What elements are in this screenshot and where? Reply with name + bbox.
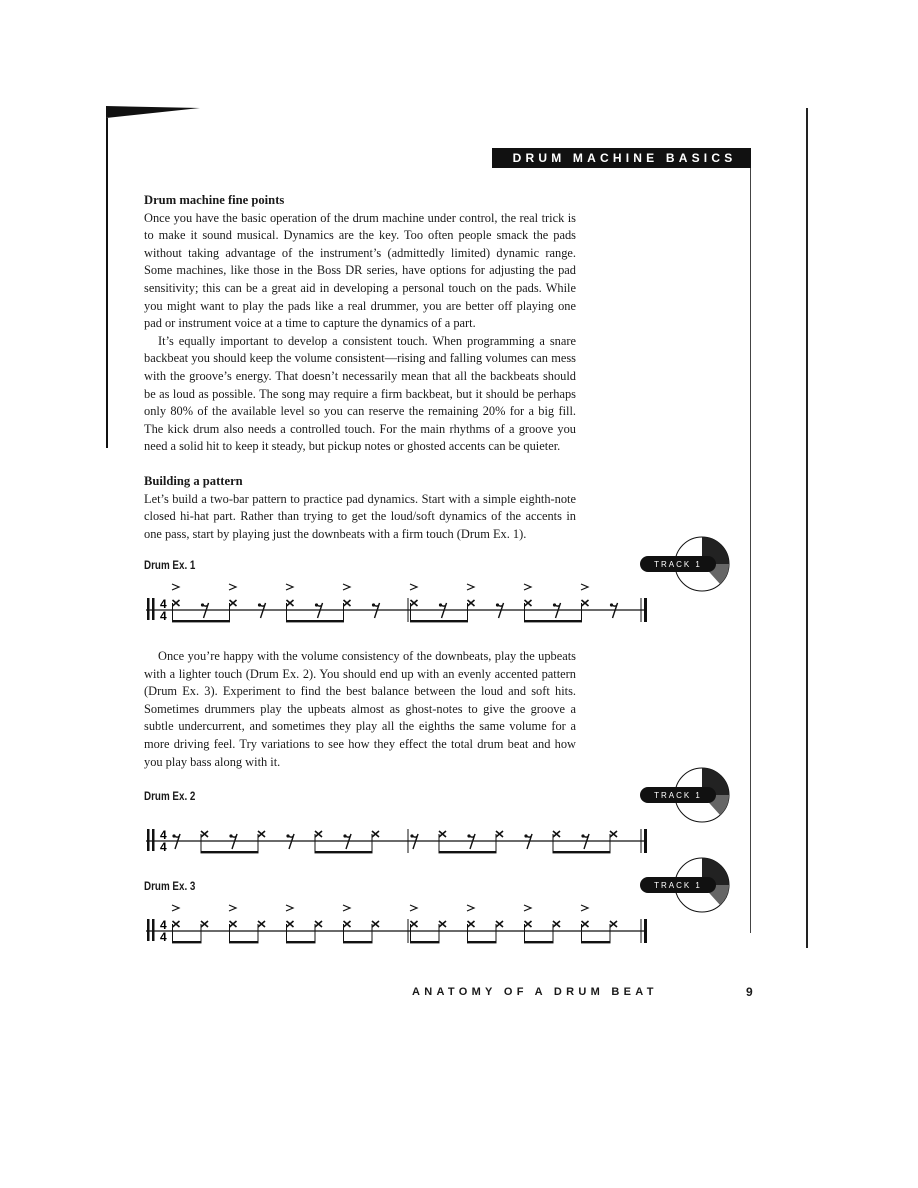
rest-dot xyxy=(410,834,413,837)
accent-mark xyxy=(524,905,531,911)
drum-notation-ex2 xyxy=(144,805,656,869)
rest-dot xyxy=(172,834,175,837)
x-notehead xyxy=(411,921,418,927)
x-notehead xyxy=(258,831,265,837)
x-notehead xyxy=(315,831,322,837)
time-signature-top: 4 xyxy=(160,918,167,932)
section-building-pattern xyxy=(144,473,576,543)
beam xyxy=(286,620,344,622)
body-paragraph: Once you have the basic operation of the drum machine under control, the real trick is to make it sound musical. Dynamics are the key. Too often people smack the pads without taking advantage of the instrument’s (admittedly limited) dynamic range. Some machines, like those in the Boss DR series, have options for adjusting the pad sensitivity; this can be a great aid in developing a personal touch on the pads. While you might want to play the pads like a real drummer, you are better off playing one pad or instrument voice at a time to capture the dynamics of a part. xyxy=(144,210,576,331)
clef-bar xyxy=(152,829,155,851)
accent-mark xyxy=(343,905,350,911)
beam xyxy=(410,941,440,943)
time-signature-top: 4 xyxy=(160,828,167,842)
drum-notation-ex1 xyxy=(144,574,656,638)
rest-dot xyxy=(553,603,556,606)
clef-bar xyxy=(147,829,150,851)
final-barline xyxy=(644,919,647,943)
accent-mark xyxy=(581,905,588,911)
x-notehead xyxy=(439,921,446,927)
x-notehead xyxy=(315,921,322,927)
x-notehead xyxy=(496,921,503,927)
accent-mark xyxy=(172,905,179,911)
time-signature-bottom: 4 xyxy=(160,840,167,854)
x-notehead xyxy=(496,831,503,837)
rest-dot xyxy=(229,834,232,837)
accent-mark xyxy=(524,584,531,590)
body-paragraph: It’s equally important to develop a consistent touch. When programming a snare backbeat you should keep the volume consistent—rising and falling volumes can mess with the groove’s energy. That doesn’t necessarily mean that all the backbeats should be as loud as possible. The song may require a firm backbeat, but it should be perhaps only 80% of the available level so you can reserve the remaining 20% for a big fill. The kick drum also needs a controlled touch. For the main rhythms of a groove you need a solid hit to keep it steady, but pickup notes or ghosted accents can be quieter. xyxy=(144,333,576,454)
x-notehead xyxy=(411,600,418,606)
x-notehead xyxy=(258,921,265,927)
section-upbeats xyxy=(144,648,576,771)
beam xyxy=(286,941,316,943)
x-notehead xyxy=(582,921,589,927)
running-header: DRUM MACHINE BASICS xyxy=(492,148,751,168)
final-barline xyxy=(644,829,647,853)
x-notehead xyxy=(230,921,237,927)
beam xyxy=(439,851,497,853)
x-notehead xyxy=(468,600,475,606)
example-label: Drum Ex. 1 xyxy=(144,558,196,572)
body-paragraph: Once you’re happy with the volume consistency of the downbeats, play the upbeats with a lighter touch (Drum Ex. 2). You should end up with an evenly accented pattern (Drum Ex. 3). Experiment to find the best balance between the loud and soft hits. Sometimes drummers play the upbeats almost as ghost-notes to give the groove a subtle undercurrent, and sometimes they play all the eighths the same volume for a more driving feel. Try variations to see how they effect the total drum beat and how you play bass along with it. xyxy=(144,649,576,769)
x-notehead xyxy=(173,921,180,927)
clef-bar xyxy=(152,919,155,941)
x-notehead xyxy=(344,600,351,606)
time-signature-top: 4 xyxy=(160,597,167,611)
accent-mark xyxy=(229,584,236,590)
x-notehead xyxy=(553,921,560,927)
x-notehead xyxy=(230,600,237,606)
accent-mark xyxy=(581,584,588,590)
beam xyxy=(172,620,230,622)
clef-bar xyxy=(147,919,150,941)
track-badge xyxy=(640,536,730,592)
beam xyxy=(315,851,373,853)
x-notehead xyxy=(201,831,208,837)
track-badge xyxy=(640,767,730,823)
rest-dot xyxy=(610,603,613,606)
left-margin-rule xyxy=(106,118,108,448)
rest-dot xyxy=(524,834,527,837)
clef-bar xyxy=(147,598,150,620)
track-label: TRACK 1 xyxy=(640,877,716,893)
x-notehead xyxy=(468,921,475,927)
x-notehead xyxy=(201,921,208,927)
x-notehead xyxy=(610,921,617,927)
track-label: TRACK 1 xyxy=(640,787,716,803)
page-number: 9 xyxy=(746,985,753,999)
rest-dot xyxy=(315,603,318,606)
section-fine-points xyxy=(144,192,576,456)
accent-mark xyxy=(410,584,417,590)
clef-bar xyxy=(152,598,155,620)
x-notehead xyxy=(372,921,379,927)
example-label: Drum Ex. 2 xyxy=(144,789,196,803)
x-notehead xyxy=(553,831,560,837)
corner-wedge-mark xyxy=(106,104,202,124)
x-notehead xyxy=(344,921,351,927)
rest-dot xyxy=(201,603,204,606)
x-notehead xyxy=(525,921,532,927)
beam xyxy=(467,941,497,943)
accent-mark xyxy=(467,584,474,590)
x-notehead xyxy=(610,831,617,837)
beam xyxy=(524,620,582,622)
beam xyxy=(524,941,554,943)
beam xyxy=(201,851,259,853)
section-heading: Drum machine fine points xyxy=(144,193,285,207)
beam xyxy=(343,941,373,943)
column-rule xyxy=(750,168,751,933)
body-paragraph: Let’s build a two-bar pattern to practice pad dynamics. Start with a simple eighth-note closed hi-hat part. Rather than trying to get the loud/soft dynamics of the accents in one pass, start by playing just the downbeats with a firm touch (Drum Ex. 1). xyxy=(144,491,576,541)
x-notehead xyxy=(372,831,379,837)
beam xyxy=(581,941,611,943)
time-signature-bottom: 4 xyxy=(160,609,167,623)
time-signature-bottom: 4 xyxy=(160,930,167,944)
x-notehead xyxy=(287,921,294,927)
accent-mark xyxy=(229,905,236,911)
rest-dot xyxy=(372,603,375,606)
x-notehead xyxy=(439,831,446,837)
x-notehead xyxy=(173,600,180,606)
x-notehead xyxy=(582,600,589,606)
section-heading: Building a pattern xyxy=(144,474,243,488)
running-footer: ANATOMY OF A DRUM BEAT xyxy=(412,986,658,998)
track-badge xyxy=(640,857,730,913)
accent-mark xyxy=(286,584,293,590)
rest-dot xyxy=(496,603,499,606)
beam xyxy=(229,941,259,943)
beam xyxy=(410,620,468,622)
x-notehead xyxy=(287,600,294,606)
right-margin-rule xyxy=(806,108,808,948)
accent-mark xyxy=(172,584,179,590)
beam xyxy=(553,851,611,853)
accent-mark xyxy=(467,905,474,911)
example-label: Drum Ex. 3 xyxy=(144,879,196,893)
accent-mark xyxy=(286,905,293,911)
drum-notation-ex3 xyxy=(144,895,656,959)
accent-mark xyxy=(343,584,350,590)
x-notehead xyxy=(525,600,532,606)
accent-mark xyxy=(410,905,417,911)
rest-dot xyxy=(258,603,261,606)
rest-dot xyxy=(286,834,289,837)
rest-dot xyxy=(581,834,584,837)
rest-dot xyxy=(467,834,470,837)
rest-dot xyxy=(343,834,346,837)
final-barline xyxy=(644,598,647,622)
track-label: TRACK 1 xyxy=(640,556,716,572)
rest-dot xyxy=(439,603,442,606)
beam xyxy=(172,941,202,943)
